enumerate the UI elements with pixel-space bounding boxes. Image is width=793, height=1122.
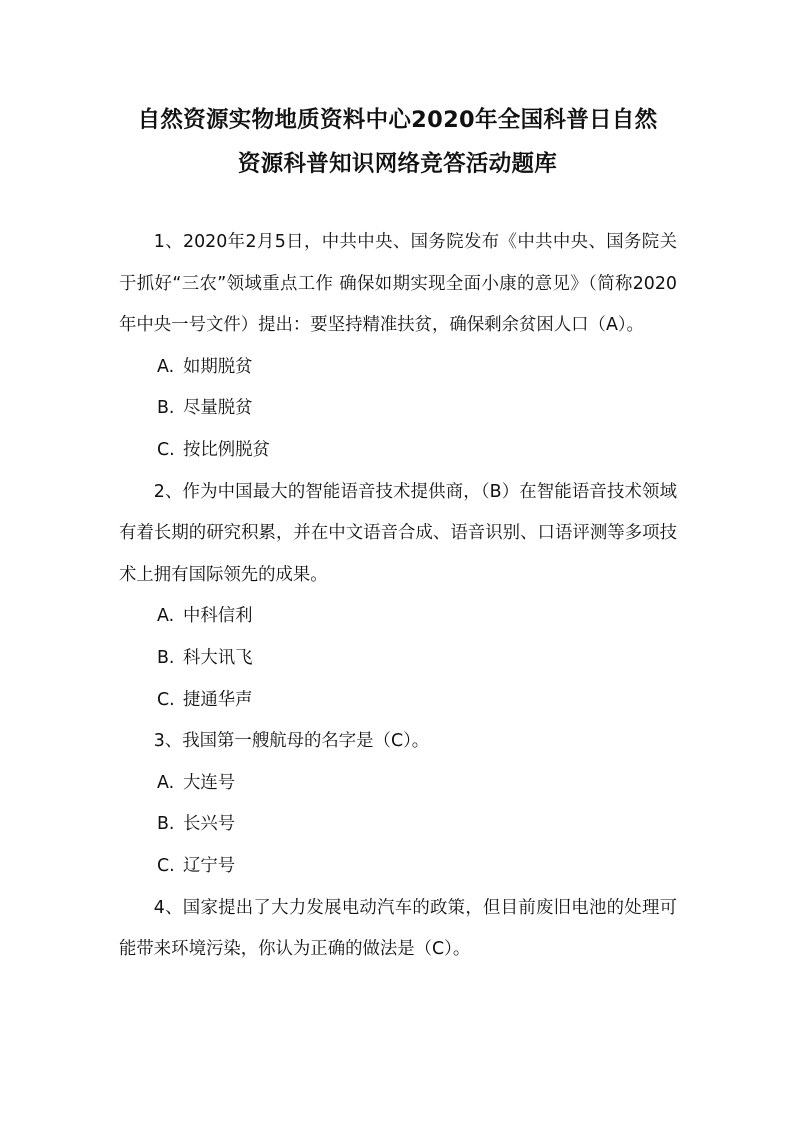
question-3-option-b: [119, 804, 677, 846]
option-letter: A.: [157, 772, 175, 793]
question-2-option-a: [119, 596, 677, 638]
title-line-2: 资源科普知识网络竞答活动题库: [237, 151, 558, 177]
question-3-option-a: [119, 763, 677, 805]
option-letter: A.: [157, 356, 175, 377]
option-letter: B.: [157, 814, 175, 835]
question-1-option-b: [119, 388, 677, 430]
option-text: 长兴号: [183, 814, 236, 835]
option-text: 如期脱贫: [183, 356, 253, 377]
option-letter: B.: [157, 647, 175, 668]
option-text: 尽量脱贫: [183, 398, 253, 419]
question-list: [119, 222, 677, 971]
option-text: 中科信利: [183, 606, 253, 627]
question-2-text: 2、作为中国最大的智能语音技术提供商，（B）在智能语音技术领域有着长期的研究积累，并在中文语音合成、语音识别、口语评测等多项技术上拥有国际领先的成果。: [119, 481, 677, 585]
question-1-text: 1、2020年2月5日，中共中央、国务院发布《中共中央、国务院关于抓好“三农”领域重点工作 确保如期实现全面小康的意见》（简称2020年中央一号文件）提出：要坚持精准扶贫，确保剩余贫困人口（A）。: [119, 232, 677, 336]
option-text: 科大讯飞: [183, 647, 253, 668]
question-2-option-c: [119, 680, 677, 722]
question-3-text: 3、我国第一艘航母的名字是（C）。: [153, 731, 430, 752]
option-text: 大连号: [183, 772, 236, 793]
document-title: [110, 98, 685, 186]
question-2-option-b: [119, 638, 677, 680]
option-letter: C.: [157, 689, 175, 710]
option-letter: C.: [157, 439, 175, 460]
title-line-1: 自然资源实物地质资料中心2020年全国科普日自然: [137, 107, 658, 133]
option-letter: C.: [157, 855, 175, 876]
question-4-text: 4、国家提出了大力发展电动汽车的政策，但目前废旧电池的处理可能带来环境污染，你认为正确的做法是（C）。: [119, 897, 677, 960]
option-text: 捷通华声: [183, 689, 253, 710]
question-1-option-a: [119, 347, 677, 389]
question-1-option-c: [119, 430, 677, 472]
option-text: 辽宁号: [183, 855, 236, 876]
option-text: 按比例脱贫: [183, 439, 270, 460]
option-letter: A.: [157, 606, 175, 627]
option-letter: B.: [157, 398, 175, 419]
question-3-option-c: [119, 846, 677, 888]
